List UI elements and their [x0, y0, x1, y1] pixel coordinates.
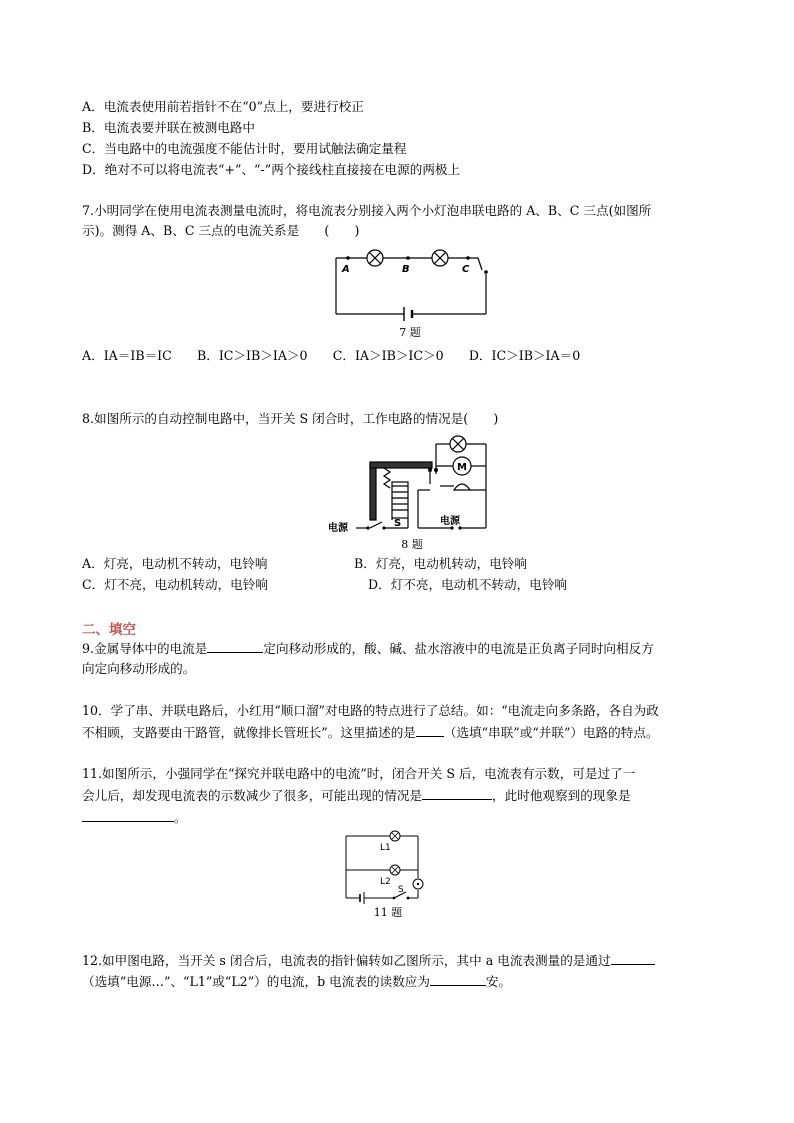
q9-line2: 向定向移动形成的。: [82, 661, 196, 676]
section-title: 二、填空: [82, 622, 136, 638]
q10-text-a: 不相顾，支路要由干路管，就像排长管班长”。这里描述的是: [82, 725, 416, 740]
q8-stem: 8.如图所示的自动控制电路中，当开关 S 闭合时，工作电路的情况是( ): [82, 411, 499, 426]
q10-answer-blank[interactable]: [416, 723, 444, 737]
q11-lamp-l2-label: L2: [380, 877, 391, 887]
q11-parallel-circuit-diagram: [340, 830, 432, 904]
q8-option-b: B．灯亮，电动机转动，电铃响: [354, 556, 527, 571]
q7-options: A．IA＝IB＝IC B．IC＞IB＞IA＞0 C．IA＞IB＞IC＞0 D．IC＞IB＞IA＝0: [82, 348, 581, 363]
q11-line3: [82, 808, 187, 827]
q12-text-a: 12.如甲图电路，当开关 s 闭合后，电流表的指针偏转如乙图所示，其中 a 电流表测量的是通过: [82, 953, 611, 968]
q7-caption: 7 题: [399, 326, 421, 339]
q9-answer-blank[interactable]: [207, 639, 263, 653]
q12-answer-blank-1[interactable]: [611, 951, 655, 965]
q8-option-d: D．灯不亮，电动机不转动，电铃响: [368, 577, 568, 592]
q8-option-c: C．灯不亮，电动机转动，电铃响: [82, 577, 268, 592]
q11-answer-blank-1[interactable]: [422, 786, 492, 800]
q11-line2: [82, 786, 631, 805]
q12-text-b: （选填“电源…”、“L1”或“L2”）的电流，b 电流表的读数应为: [82, 974, 430, 989]
q7-series-circuit-diagram: [330, 246, 490, 322]
q12-line2: [82, 972, 511, 991]
q12-text-c: 安。: [485, 974, 512, 989]
q12-line1: [82, 951, 655, 970]
q8-motor-label: M: [457, 462, 467, 473]
q6-option-c: C．当电路中的电流强度不能估计时，要用试触法确定量程: [82, 141, 407, 156]
q7-stem-line1: 7.小明同学在使用电流表测量电流时，将电流表分别接入两个小灯泡串联电路的 A、B、C 三点(如图所: [82, 203, 652, 218]
q10-text-b: （选填“串联”或“并联”）电路的特点。: [443, 725, 659, 740]
q10-line1: 10．学了串、并联电路后，小红用“顺口溜”对电路的特点进行了总结。如：“电流走向多条路，各自为政: [82, 703, 659, 718]
q7-point-b: B: [402, 264, 410, 275]
q11-switch-label: S: [398, 885, 404, 895]
q12-answer-blank-2[interactable]: [430, 972, 486, 986]
q11-text-c: 。: [174, 810, 187, 825]
q11-lamp-l1-label: L1: [380, 843, 391, 853]
q8-electromagnetic-relay-diagram: [326, 434, 494, 534]
q8-caption: 8 题: [401, 538, 423, 551]
q11-text-a: 会儿后，却发现电流表的示数减少了很多，可能出现的情况是: [82, 788, 423, 803]
q11-caption: 11 题: [373, 906, 403, 919]
q9-text-b: 定向移动形成的，酸、碱、盐水溶液中的电流是正负离子同时向相反方: [263, 641, 654, 656]
q11-text-b: ，此时他观察到的现象是: [492, 788, 631, 803]
q6-option-a: A．电流表使用前若指针不在“0”点上，要进行校正: [82, 99, 364, 114]
q8-power-label-left: 电源: [328, 523, 348, 534]
q7-point-c: C: [462, 264, 470, 275]
q9-text-a: 9.金属导体中的电流是: [82, 641, 208, 656]
q9-line1: [82, 639, 654, 658]
q11-line1: 11.如图所示，小强同学在“探究并联电路中的电流”时，闭合开关 S 后，电流表有示数，可是过了一: [82, 766, 636, 781]
q7-point-a: A: [342, 264, 350, 275]
q8-switch-label: S: [394, 518, 402, 529]
q8-power-label-right: 电源: [440, 516, 460, 527]
q6-option-d: D．绝对不可以将电流表“+”、“-”两个接线柱直接接在电源的两极上: [82, 162, 461, 177]
q6-option-b: B．电流表要并联在被测电路中: [82, 120, 255, 135]
q11-answer-blank-2[interactable]: [82, 808, 174, 822]
q7-stem-line2: 示)。测得 A、B、C 三点的电流关系是 ( ): [82, 223, 360, 238]
q8-option-a: A．灯亮，电动机不转动，电铃响: [82, 556, 268, 571]
q10-line2: [82, 723, 659, 742]
